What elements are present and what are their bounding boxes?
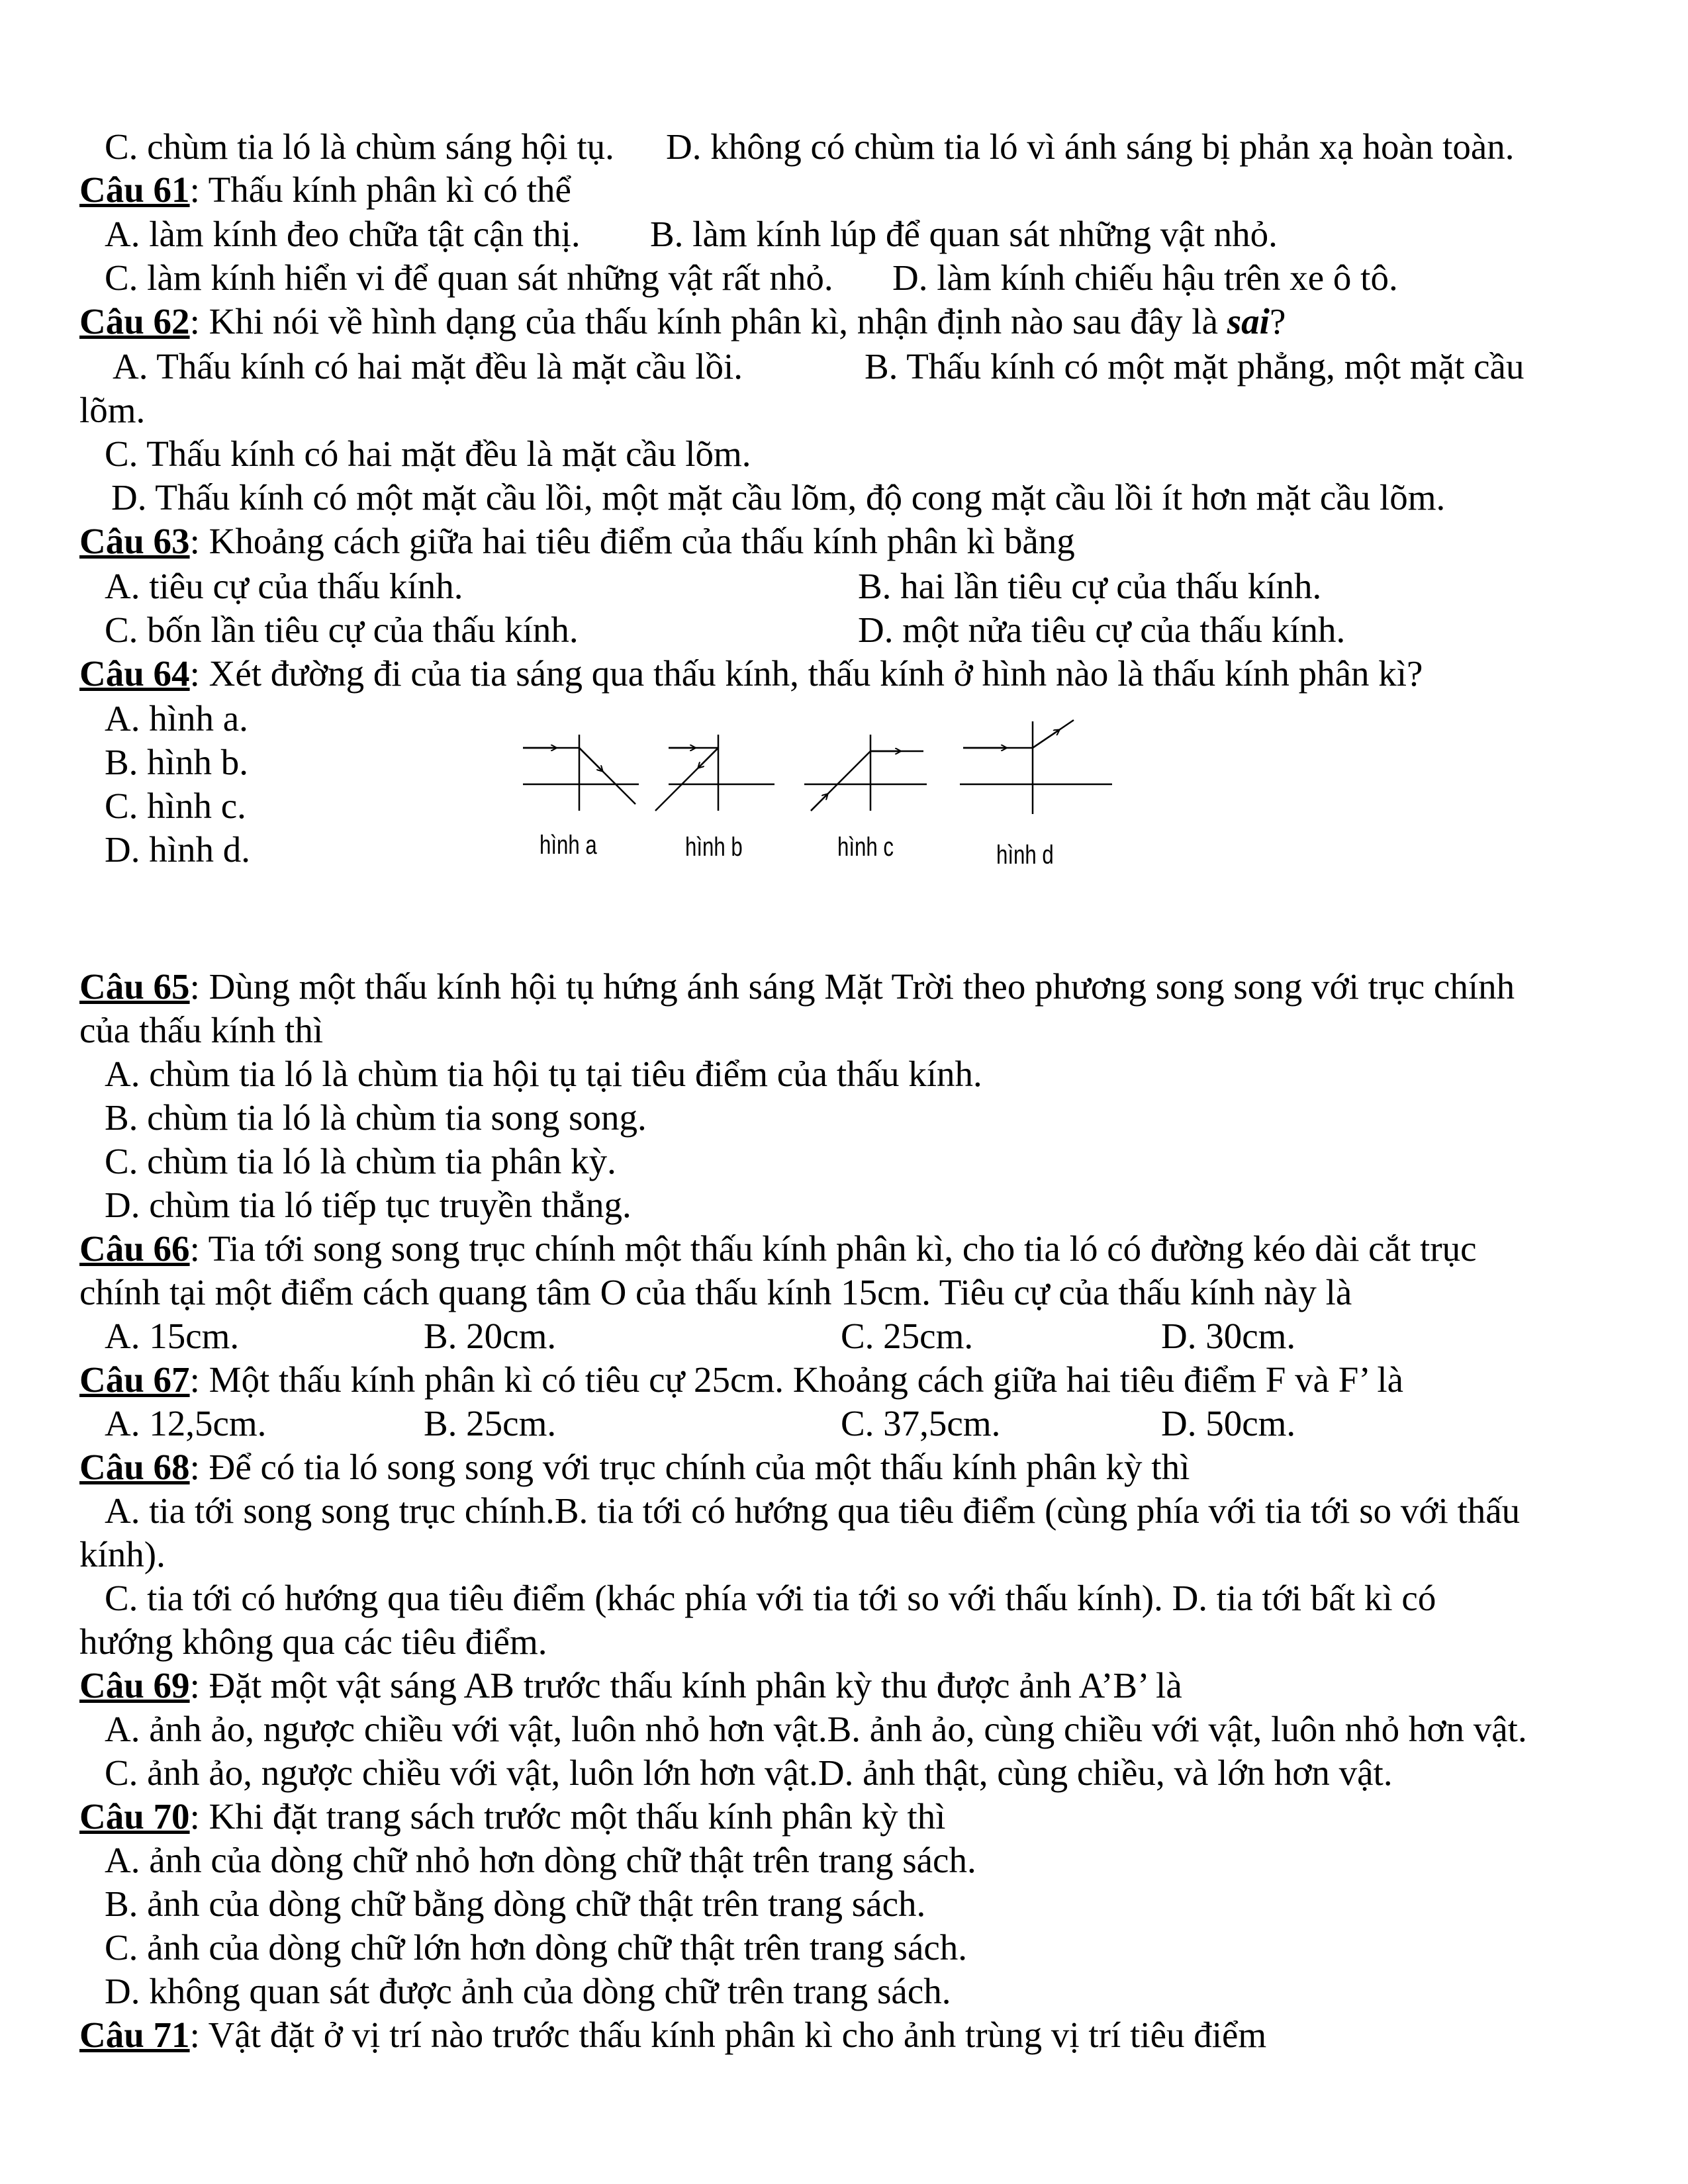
q71-stem: Câu 71: Vật đặt ở vị trí nào trước thấu kính phân kì cho ảnh trùng vị trí tiêu điểm [79,2015,1267,2055]
figure-a-label: hình a [539,831,597,860]
q61-option-c: C. làm kính hiển vi để quan sát những vật rất nhỏ. [105,257,833,298]
lens-figures [503,715,1139,834]
q61-option-d: D. làm kính chiếu hậu trên xe ô tô. [892,257,1398,298]
q67-option-c: C. 37,5cm. [841,1403,1001,1443]
q70-option-a: A. ảnh của dòng chữ nhỏ hơn dòng chữ thật trên trang sách. [105,1840,976,1880]
q60-option-d: D. không có chùm tia ló vì ánh sáng bị phản xạ hoàn toàn. [666,126,1515,167]
q66-option-a: A. 15cm. [105,1316,240,1356]
q66-stem: Câu 66: Tia tới song song trục chính một thấu kính phân kì, cho tia ló có đường kéo dài cắt trục [79,1228,1477,1269]
q70-option-c: C. ảnh của dòng chữ lớn hơn dòng chữ thật trên trang sách. [105,1927,968,1968]
q62-option-d: D. Thấu kính có một mặt cầu lồi, một mặt cầu lõm, độ cong mặt cầu lồi ít hơn mặt cầu lõm. [111,477,1446,518]
q62-number: Câu 62 [79,301,190,341]
q62-stem: Câu 62: Khi nói về hình dạng của thấu kính phân kì, nhận định nào sau đây là sai? [79,301,1286,341]
q68-options-ab-cont: kính). [79,1534,165,1574]
figure-b [655,735,774,811]
q68-stem: Câu 68: Để có tia ló song song với trục chính của một thấu kính phân kỳ thì [79,1447,1190,1487]
q64-option-b: B. hình b. [105,742,248,782]
q70-option-d: D. không quan sát được ảnh của dòng chữ trên trang sách. [105,1971,951,2011]
q67-stem: Câu 67: Một thấu kính phân kì có tiêu cự 25cm. Khoảng cách giữa hai tiêu điểm F và F’ là [79,1359,1404,1400]
q63-option-b: B. hai lần tiêu cự của thấu kính. [858,566,1322,606]
q63-option-c: C. bốn lần tiêu cự của thấu kính. [105,610,579,650]
q68-options-cd-cont: hướng không qua các tiêu điểm. [79,1621,547,1662]
q70-stem: Câu 70: Khi đặt trang sách trước một thấu kính phân kỳ thì [79,1796,946,1837]
q66-number: Câu 66 [79,1228,190,1269]
q65-number: Câu 65 [79,966,190,1007]
q69-options-cd: C. ảnh ảo, ngược chiều với vật, luôn lớn hơn vật.D. ảnh thật, cùng chiều, và lớn hơn vật. [105,1752,1393,1793]
figure-d-label: hình d [996,841,1054,870]
q65-stem: Câu 65: Dùng một thấu kính hội tụ hứng ánh sáng Mặt Trời theo phương song song với trục chính [79,966,1515,1007]
q64-option-a: A. hình a. [105,698,248,739]
q68-number: Câu 68 [79,1447,190,1487]
q67-number: Câu 67 [79,1359,190,1400]
figure-c-label: hình c [837,833,894,862]
q66-option-d: D. 30cm. [1161,1316,1296,1356]
q63-stem: Câu 63: Khoảng cách giữa hai tiêu điểm của thấu kính phân kì bằng [79,521,1075,561]
q64-number: Câu 64 [79,653,190,694]
q63-option-d: D. một nửa tiêu cự của thấu kính. [858,610,1346,650]
q61-option-b: B. làm kính lúp để quan sát những vật nhỏ. [650,214,1278,254]
q60-option-c: C. chùm tia ló là chùm sáng hội tụ. [105,126,614,167]
q62-option-b: B. Thấu kính có một mặt phẳng, một mặt cầu [865,346,1524,387]
q65-option-a: A. chùm tia ló là chùm tia hội tụ tại tiêu điểm của thấu kính. [105,1054,982,1094]
q65-stem-cont: của thấu kính thì [79,1010,324,1050]
q62-option-b-cont: lõm. [79,390,146,430]
q68-options-ab: A. tia tới song song trục chính.B. tia tới có hướng qua tiêu điểm (cùng phía với tia tới so với thấu [105,1490,1521,1531]
q68-options-cd: C. tia tới có hướng qua tiêu điểm (khác phía với tia tới so với thấu kính). D. tia tới bất kì có [105,1578,1436,1618]
q69-stem: Câu 69: Đặt một vật sáng AB trước thấu kính phân kỳ thu được ảnh A’B’ là [79,1665,1182,1706]
q66-stem-cont: chính tại một điểm cách quang tâm O của thấu kính 15cm. Tiêu cự của thấu kính này là [79,1272,1352,1312]
q65-option-c: C. chùm tia ló là chùm tia phân kỳ. [105,1141,616,1181]
figure-c [804,735,927,811]
q70-number: Câu 70 [79,1796,190,1837]
figure-b-label: hình b [685,833,743,862]
q67-option-a: A. 12,5cm. [105,1403,267,1443]
q67-option-b: B. 25cm. [424,1403,557,1443]
q61-stem: Câu 61: Thấu kính phân kì có thể [79,169,571,210]
q66-option-b: B. 20cm. [424,1316,557,1356]
q64-option-d: D. hình d. [105,829,250,870]
q65-option-d: D. chùm tia ló tiếp tục truyền thẳng. [105,1185,632,1225]
q66-option-c: C. 25cm. [841,1316,974,1356]
q64-stem: Câu 64: Xét đường đi của tia sáng qua thấu kính, thấu kính ở hình nào là thấu kính phân kì? [79,653,1423,694]
q71-number: Câu 71 [79,2015,190,2055]
q63-option-a: A. tiêu cự của thấu kính. [105,566,463,606]
q70-option-b: B. ảnh của dòng chữ bằng dòng chữ thật trên trang sách. [105,1884,926,1924]
q63-number: Câu 63 [79,521,190,561]
q61-number: Câu 61 [79,169,190,210]
figure-d [960,720,1112,814]
q67-option-d: D. 50cm. [1161,1403,1296,1443]
q61-option-a: A. làm kính đeo chữa tật cận thị. [105,214,581,254]
q62-emphasis: sai [1227,301,1270,341]
figure-a [523,735,639,811]
q62-option-a: A. Thấu kính có hai mặt đều là mặt cầu lồi. [113,346,743,387]
q65-option-b: B. chùm tia ló là chùm tia song song. [105,1097,647,1138]
q69-options-ab: A. ảnh ảo, ngược chiều với vật, luôn nhỏ hơn vật.B. ảnh ảo, cùng chiều với vật, luôn nhỏ hơn vật. [105,1709,1527,1749]
q69-number: Câu 69 [79,1665,190,1706]
q62-option-c: C. Thấu kính có hai mặt đều là mặt cầu lõm. [105,433,751,474]
q64-option-c: C. hình c. [105,786,246,826]
